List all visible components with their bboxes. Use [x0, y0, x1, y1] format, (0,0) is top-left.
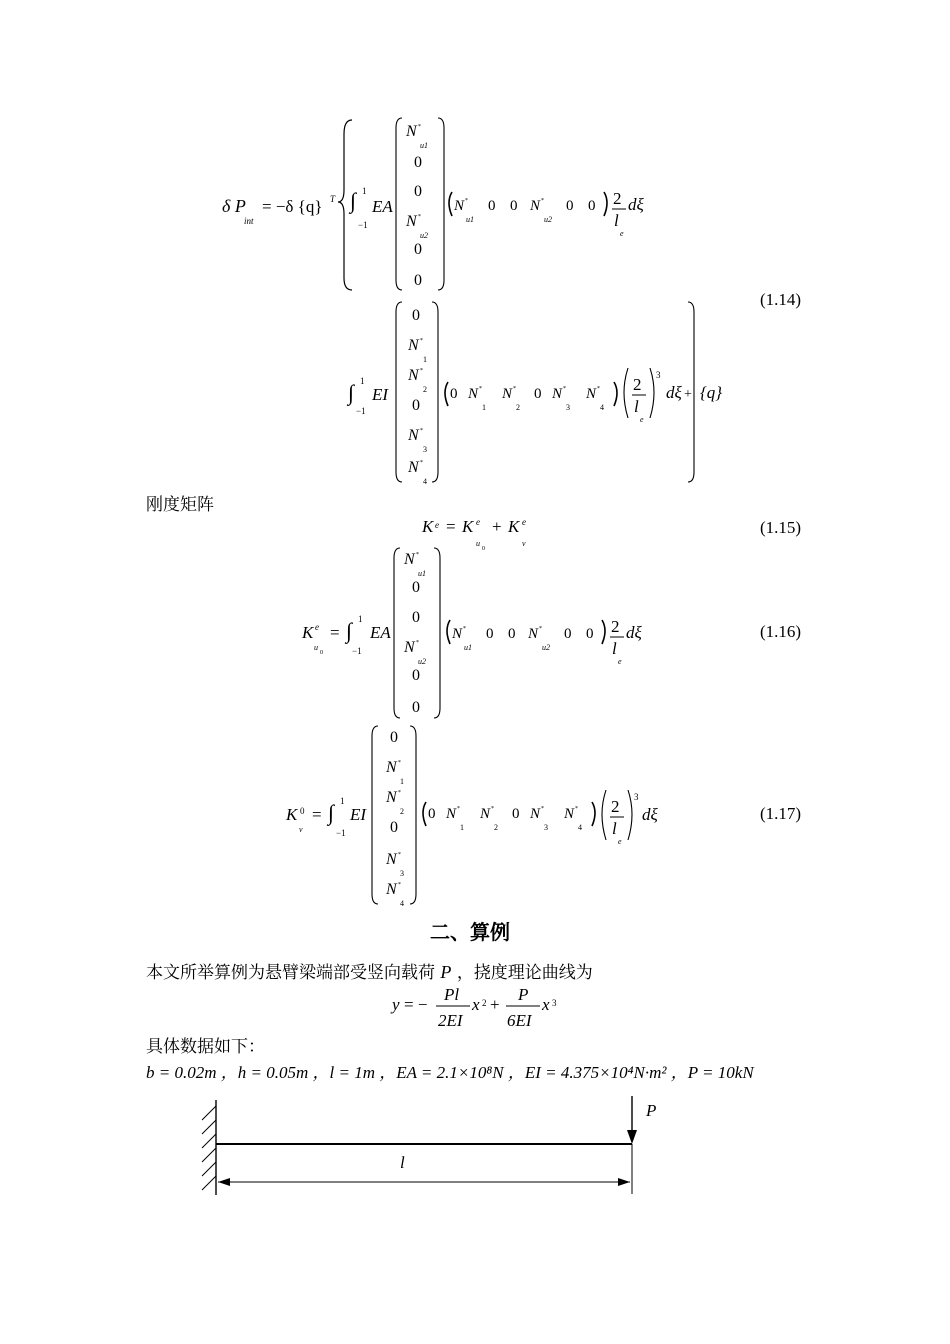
svg-text:∫: ∫: [328, 800, 335, 825]
svg-text:N: N: [586, 386, 597, 402]
svg-text:0: 0: [512, 806, 520, 822]
section-heading: 二、算例: [430, 920, 510, 944]
svg-text:*: *: [398, 790, 401, 796]
svg-text:0: 0: [508, 626, 516, 642]
equation-1-14: [0, 110, 950, 490]
svg-text:2: 2: [400, 807, 404, 816]
svg-text:*: *: [420, 460, 423, 466]
svg-text:*: *: [416, 552, 419, 558]
svg-text:2EI: 2EI: [438, 1011, 463, 1030]
svg-text:l: l: [614, 211, 619, 230]
svg-text:0: 0: [414, 183, 422, 200]
svg-text:*: *: [513, 386, 516, 392]
svg-text:u1: u1: [420, 141, 428, 150]
svg-text:N: N: [502, 386, 513, 402]
equation-1-16: [0, 540, 950, 720]
svg-text:+: +: [684, 387, 692, 402]
svg-text:K: K: [508, 517, 520, 536]
svg-text:2: 2: [494, 823, 498, 832]
eq14-int-upper: 1: [362, 186, 367, 196]
eq15-number: (1.15): [760, 518, 802, 537]
svg-text:K: K: [286, 805, 298, 824]
eq14-integral-sign: ∫: [350, 188, 357, 213]
data-intro: 具体数据如下：: [146, 1037, 265, 1057]
svg-text:dξ: dξ: [666, 383, 682, 402]
svg-text:l: l: [634, 397, 639, 416]
svg-text:u: u: [476, 539, 480, 548]
svg-text:2: 2: [482, 998, 487, 1008]
svg-text:K: K: [462, 517, 474, 536]
svg-text:N: N: [468, 386, 479, 402]
svg-text:1: 1: [423, 355, 427, 364]
eq14-rhs-start: = −δ {q}: [262, 197, 323, 216]
svg-text:−1: −1: [336, 828, 346, 838]
svg-text:0: 0: [320, 650, 323, 656]
svg-text:N: N: [386, 759, 397, 776]
svg-text:EA: EA: [370, 623, 391, 642]
equation-1-17: [0, 720, 950, 915]
svg-text:1: 1: [340, 796, 345, 806]
svg-text:e: e: [618, 657, 622, 666]
svg-text:4: 4: [600, 403, 604, 412]
svg-text:4: 4: [423, 477, 427, 486]
svg-text:2: 2: [516, 403, 520, 412]
svg-text:N: N: [480, 806, 491, 822]
svg-text:1: 1: [400, 777, 404, 786]
load-arrowhead: [627, 1130, 637, 1144]
svg-text:−1: −1: [352, 646, 362, 656]
svg-text:=: =: [446, 517, 456, 536]
svg-text:1: 1: [358, 614, 363, 624]
svg-text:u2: u2: [544, 215, 552, 224]
svg-text:0: 0: [566, 198, 574, 214]
eq14-tail: {q}: [700, 383, 723, 402]
svg-text:l: l: [612, 819, 617, 838]
svg-text:K: K: [422, 517, 434, 536]
svg-text:N: N: [408, 459, 419, 476]
svg-text:2: 2: [611, 617, 620, 636]
svg-text:3: 3: [552, 998, 557, 1008]
svg-text:0: 0: [412, 609, 420, 626]
svg-text:u1: u1: [418, 569, 426, 578]
svg-text:N: N: [446, 806, 457, 822]
svg-text:u1: u1: [466, 215, 474, 224]
svg-text:dξ: dξ: [626, 623, 642, 642]
svg-text:y: y: [392, 995, 400, 1014]
svg-text:N: N: [406, 123, 417, 140]
svg-text:*: *: [575, 806, 578, 812]
svg-text:6EI: 6EI: [507, 1011, 532, 1030]
svg-text:v: v: [522, 539, 526, 548]
svg-text:*: *: [541, 198, 544, 204]
svg-text:N: N: [408, 367, 419, 384]
svg-text:3: 3: [400, 869, 404, 878]
svg-text:*: *: [465, 198, 468, 204]
svg-text:2: 2: [633, 375, 642, 394]
svg-text:*: *: [541, 806, 544, 812]
svg-text:=: =: [330, 623, 340, 642]
svg-text:*: *: [457, 806, 460, 812]
svg-text:3: 3: [423, 445, 427, 454]
svg-text:0: 0: [414, 154, 422, 171]
eq14-lhs: δ P: [222, 196, 246, 216]
svg-text:∫: ∫: [346, 618, 353, 643]
svg-text:+: +: [492, 517, 502, 536]
svg-text:3: 3: [634, 792, 639, 802]
eq14-int-lower: −1: [358, 220, 368, 230]
svg-text:dξ: dξ: [642, 805, 658, 824]
svg-text:N: N: [408, 427, 419, 444]
svg-text:*: *: [418, 124, 421, 130]
eq17-number: (1.17): [760, 804, 802, 823]
svg-text:e: e: [640, 415, 644, 424]
svg-text:P: P: [518, 985, 529, 1004]
svg-text:0: 0: [412, 307, 420, 324]
svg-text:3: 3: [566, 403, 570, 412]
svg-text:*: *: [420, 368, 423, 374]
svg-text:*: *: [563, 386, 566, 392]
svg-text:0: 0: [412, 667, 420, 684]
intro-P: P: [440, 962, 452, 982]
svg-text:2: 2: [613, 189, 622, 208]
svg-text:N: N: [454, 198, 465, 214]
svg-text:*: *: [398, 852, 401, 858]
svg-text:3: 3: [544, 823, 548, 832]
svg-text:*: *: [398, 760, 401, 766]
svg-text:N: N: [528, 626, 539, 642]
svg-text:N: N: [386, 881, 397, 898]
cantilever-beam-figure: [180, 1090, 700, 1200]
svg-text:e: e: [522, 517, 526, 527]
svg-text:0: 0: [390, 819, 398, 836]
length-label: l: [400, 1153, 405, 1172]
svg-text:e: e: [476, 517, 480, 527]
svg-text:0: 0: [414, 241, 422, 258]
svg-text:N: N: [452, 626, 463, 642]
svg-text:u2: u2: [420, 231, 428, 240]
svg-text:Pl: Pl: [444, 985, 460, 1004]
svg-text:4: 4: [400, 899, 404, 908]
data-line: b = 0.02m ，h = 0.05m ，l = 1m ，EA = 2.1×10⁸N ，EI = 4.375×10⁴N·m² ，P = 10kN: [146, 1063, 754, 1082]
svg-text:0: 0: [412, 397, 420, 414]
svg-text:0: 0: [588, 198, 596, 214]
svg-text:3: 3: [656, 370, 661, 380]
wall-hatching: [202, 1106, 216, 1190]
svg-text:0: 0: [586, 626, 594, 642]
svg-text:*: *: [597, 386, 600, 392]
svg-text:0: 0: [510, 198, 518, 214]
svg-text:N: N: [530, 806, 541, 822]
eq16-number: (1.16): [760, 622, 802, 641]
svg-text:u1: u1: [464, 643, 472, 652]
svg-text:N: N: [408, 337, 419, 354]
svg-text:u: u: [314, 643, 318, 652]
svg-text:0: 0: [428, 806, 436, 822]
svg-text:e: e: [620, 229, 624, 238]
svg-text:4: 4: [578, 823, 582, 832]
svg-text:*: *: [479, 386, 482, 392]
svg-text:2: 2: [423, 385, 427, 394]
svg-text:N: N: [404, 639, 415, 656]
svg-text:0: 0: [300, 806, 305, 816]
svg-text:*: *: [398, 882, 401, 888]
svg-text:1: 1: [460, 823, 464, 832]
svg-text:0: 0: [450, 386, 458, 402]
eq14-sup-T: T: [330, 194, 336, 204]
svg-text:*: *: [420, 428, 423, 434]
svg-text:l: l: [612, 639, 617, 658]
svg-text:EI: EI: [350, 805, 367, 824]
deflection-curve-equation: [0, 980, 950, 1036]
eq14-EA: EA: [372, 197, 393, 216]
svg-text:2: 2: [611, 797, 620, 816]
svg-text:= −: = −: [404, 995, 428, 1014]
eq14-number: (1.14): [760, 290, 802, 309]
svg-text:N: N: [564, 806, 575, 822]
svg-text:0: 0: [488, 198, 496, 214]
svg-text:*: *: [420, 338, 423, 344]
svg-text:e: e: [618, 837, 622, 846]
load-label: P: [646, 1101, 657, 1120]
intro-text: 本文所举算例为悬臂梁端部受竖向载荷: [146, 963, 435, 983]
svg-text:∫: ∫: [348, 380, 355, 405]
svg-text:0: 0: [482, 546, 485, 552]
svg-text:N: N: [406, 213, 417, 230]
svg-text:e: e: [435, 520, 439, 530]
svg-text:−1: −1: [356, 406, 366, 416]
svg-text:dξ: dξ: [628, 195, 644, 214]
svg-text:x: x: [542, 995, 550, 1014]
svg-text:N: N: [386, 851, 397, 868]
svg-text:v: v: [299, 825, 303, 834]
svg-text:1: 1: [482, 403, 486, 412]
svg-text:0: 0: [414, 272, 422, 289]
svg-text:x: x: [472, 995, 480, 1014]
svg-text:*: *: [418, 214, 421, 220]
eq14-lhs-sub: int: [244, 216, 254, 226]
svg-text:N: N: [552, 386, 563, 402]
svg-text:N: N: [404, 551, 415, 568]
svg-text:*: *: [416, 640, 419, 646]
svg-text:K: K: [302, 623, 314, 642]
svg-text:+: +: [490, 995, 500, 1014]
svg-text:N: N: [386, 789, 397, 806]
svg-text:0: 0: [390, 729, 398, 746]
svg-text:N: N: [530, 198, 541, 214]
svg-text:u2: u2: [418, 657, 426, 666]
svg-text:e: e: [315, 622, 319, 632]
svg-text:0: 0: [412, 699, 420, 716]
intro-tail: ，挠度理论曲线为: [456, 963, 593, 983]
svg-text:EI: EI: [372, 385, 389, 404]
svg-text:u2: u2: [542, 643, 550, 652]
svg-text:0: 0: [564, 626, 572, 642]
svg-text:1: 1: [360, 376, 365, 386]
svg-text:0: 0: [412, 579, 420, 596]
svg-text:*: *: [539, 626, 542, 632]
stiffness-matrix-label: 刚度矩阵: [146, 495, 214, 515]
svg-text:0: 0: [534, 386, 542, 402]
svg-text:*: *: [491, 806, 494, 812]
svg-text:=: =: [312, 805, 322, 824]
svg-text:0: 0: [486, 626, 494, 642]
svg-text:*: *: [463, 626, 466, 632]
